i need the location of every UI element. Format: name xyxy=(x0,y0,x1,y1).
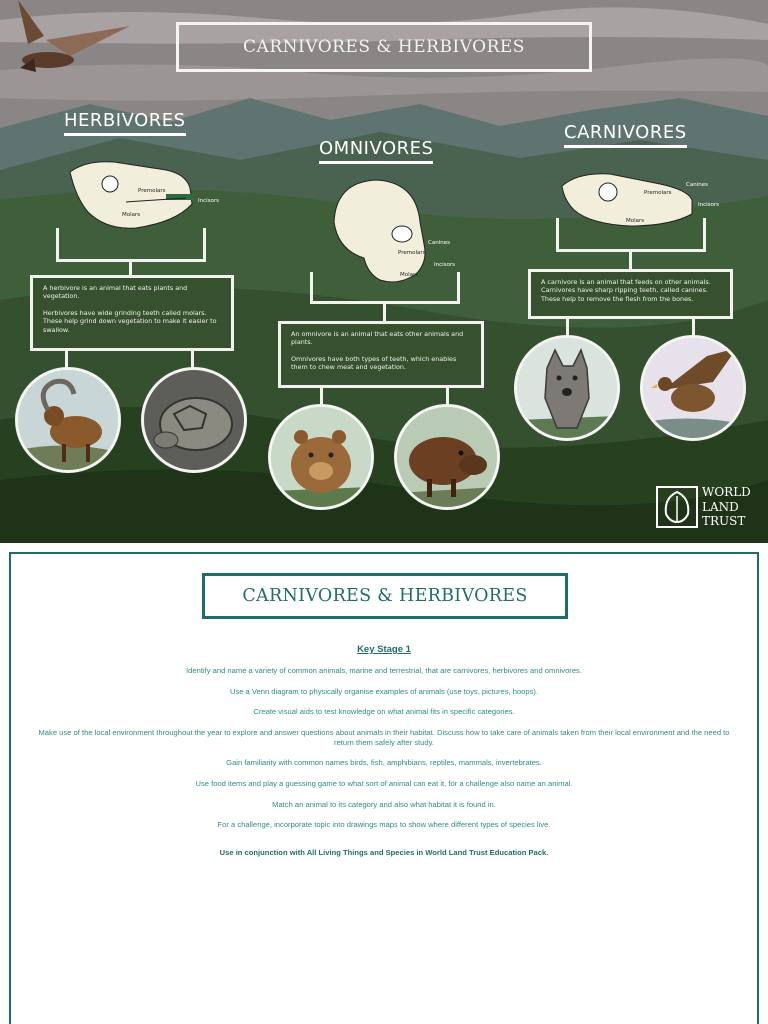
tortoise-image xyxy=(141,367,247,473)
connector-line xyxy=(566,316,569,336)
connector-line xyxy=(629,249,632,271)
omnivores-heading: OMNIVORES xyxy=(319,138,433,164)
connector-line xyxy=(320,386,323,406)
connector-bracket xyxy=(56,228,206,262)
skull-label: Canines xyxy=(686,182,708,188)
carnivore-info-box xyxy=(528,269,733,319)
connector-line xyxy=(383,301,386,323)
objective-item: Make use of the local environment throughout the year to explore and answer questions about animals in their habitat. Discuss how to take care of animals taken from their local environment and the need to return them safely after study. xyxy=(38,727,730,747)
key-stage-heading: Key Stage 1 xyxy=(357,644,411,655)
skull-label: Incisors xyxy=(698,202,720,208)
herbivores-heading: HERBIVORES xyxy=(64,110,186,136)
document-title-box xyxy=(202,573,568,619)
lesson-sheet xyxy=(9,552,759,1024)
connector-line xyxy=(692,316,695,336)
omnivore-definition: An omnivore is an animal that eats other animals and plants. xyxy=(291,330,464,347)
eagle-image xyxy=(640,335,746,441)
objectives-list xyxy=(31,666,737,841)
skull-label: Molars xyxy=(626,218,645,224)
skull-label: Molars xyxy=(122,212,141,218)
skull-label: Premolars xyxy=(644,190,672,196)
boar-image xyxy=(394,404,500,510)
herbivore-skull-icon xyxy=(66,158,226,234)
carnivore-definition: A carnivore is an animal that feeds on other animals. Carnivores have sharp ripping teeth, called canines. These help to remove the flesh from the bones. xyxy=(541,278,711,303)
world-land-trust-logo xyxy=(656,486,756,530)
logo-wordmark xyxy=(702,485,751,529)
logo-line: LAND xyxy=(702,499,739,514)
logo-line: WORLD xyxy=(702,485,751,499)
objective-item: Use a Venn diagram to physically organise examples of animals (use toys, pictures, hoops). xyxy=(229,686,539,696)
objective-item: Gain familiarity with common names birds, fish, amphibians, reptiles, mammals, invertebrates. xyxy=(226,758,542,768)
connector-line xyxy=(65,349,68,369)
footnote: Use in conjunction with All Living Things and Species in World Land Trust Education Pack. xyxy=(219,848,549,857)
objective-item: Create visual aids to test knowledge on what animal fits in specific categories. xyxy=(253,707,515,717)
skull-label: Incisors xyxy=(198,198,220,204)
omnivore-info-box xyxy=(278,321,484,388)
skull-label: Incisors xyxy=(434,262,456,268)
connector-bracket xyxy=(310,272,460,304)
skull-label: Molars xyxy=(400,272,419,278)
objective-item: For a challenge, incorporate topic into drawings maps to show where different types of species live. xyxy=(217,820,551,830)
logo-line: TRUST xyxy=(702,514,746,528)
poster-title-box xyxy=(176,22,592,72)
connector-bracket xyxy=(556,218,706,252)
leaf-icon xyxy=(656,486,698,528)
connector-line xyxy=(446,386,449,406)
objective-item: Match an animal to its category and also what habitat it is found in. xyxy=(272,799,496,809)
ibex-image xyxy=(15,367,121,473)
document-title: CARNIVORES & HERBIVORES xyxy=(242,586,528,606)
carnivores-heading: CARNIVORES xyxy=(564,122,687,148)
omnivore-teeth: Omnivores have both types of teeth, which enables them to chew meat and vegetation. xyxy=(291,354,457,372)
herbivore-definition: A herbivore is an animal that eats plants and vegetation. xyxy=(43,284,188,301)
objective-item: Use food items and play a guessing game to what sort of animal can eat it, for a challenge also name an animal. xyxy=(195,778,573,788)
skull-label: Premolars xyxy=(138,188,166,194)
herbivore-info-box xyxy=(30,275,234,351)
connector-line xyxy=(191,349,194,369)
objective-item: Identify and name a variety of common animals, marine and terrestrial, that are carnivores, herbivores and omnivores. xyxy=(186,666,582,675)
bear-image xyxy=(268,404,374,510)
herbivore-teeth: Herbivores have wide grinding teeth called molars. These help grind down vegetation to make it easier to swallow. xyxy=(43,308,217,334)
poster-title: CARNIVORES & HERBIVORES xyxy=(243,37,525,57)
skull-label: Canines xyxy=(428,240,450,246)
skull-label: Premolars xyxy=(398,250,426,256)
wolf-image xyxy=(514,335,620,441)
